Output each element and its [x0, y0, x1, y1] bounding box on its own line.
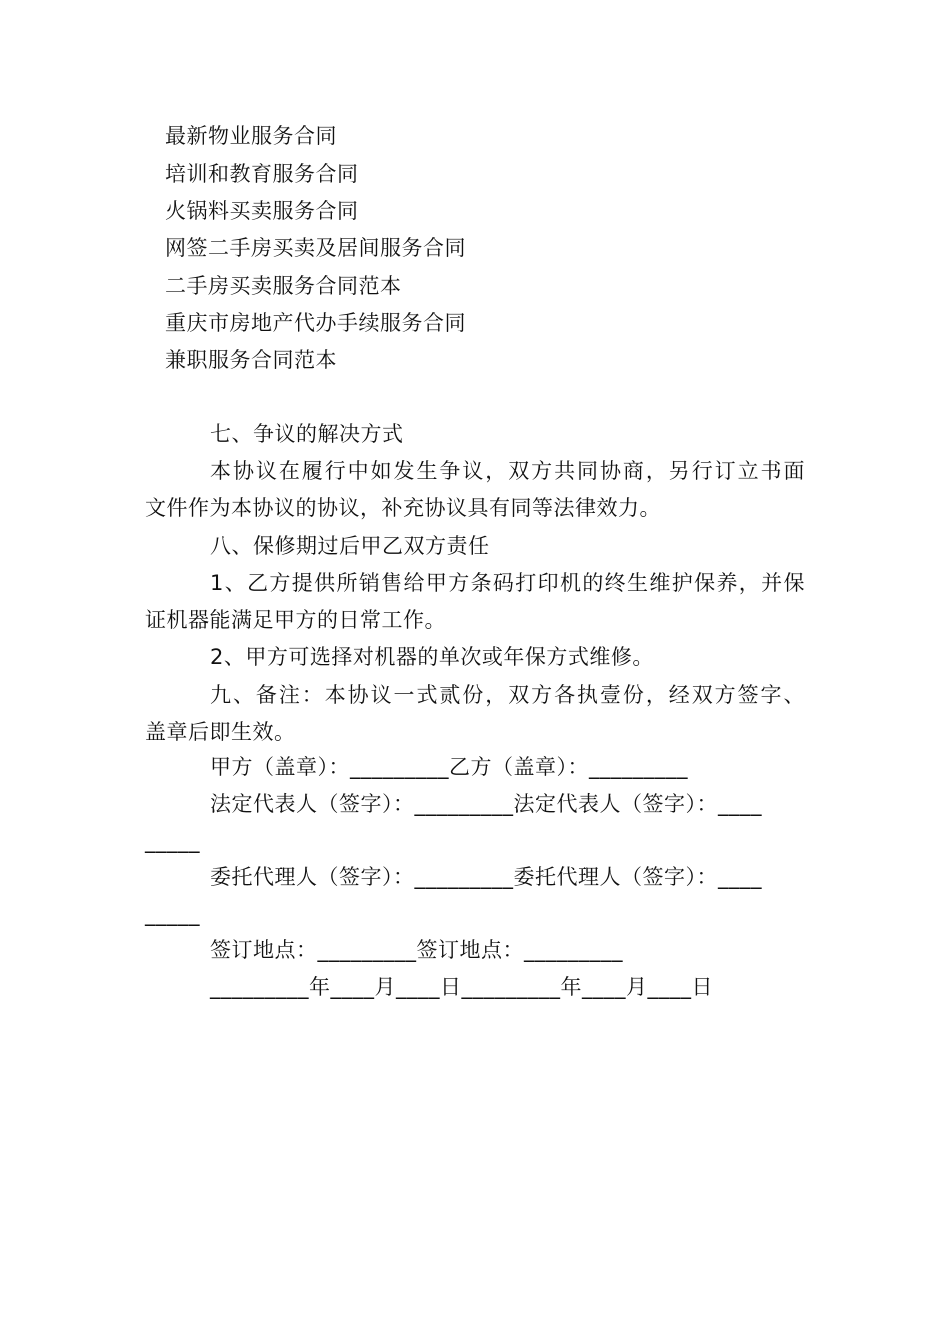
paragraph-line: 九、备注：本协议一式贰份，双方各执壹份，经双方签字、	[210, 683, 805, 707]
related-link[interactable]: 兼职服务合同范本	[165, 348, 337, 372]
signing-place-line: 签订地点：_________签订地点：_________	[210, 938, 623, 962]
legal-representative-line: _____	[145, 829, 200, 853]
seal-line: 甲方（盖章）：_________乙方（盖章）：_________	[210, 755, 688, 779]
related-link[interactable]: 二手房买卖服务合同范本	[165, 274, 402, 298]
paragraph-line: 2、甲方可选择对机器的单次或年保方式维修。	[210, 645, 654, 669]
related-link[interactable]: 重庆市房地产代办手续服务合同	[165, 311, 466, 335]
agent-line: _____	[145, 902, 200, 926]
related-link[interactable]: 网签二手房买卖及居间服务合同	[165, 236, 466, 260]
paragraph-line: 1、乙方提供所销售给甲方条码打印机的终生维护保养，并保	[210, 571, 805, 595]
agent-line: 委托代理人（签字）：_________委托代理人（签字）：____	[210, 865, 762, 889]
paragraph-line: 证机器能满足甲方的日常工作。	[145, 608, 446, 632]
related-link[interactable]: 火锅料买卖服务合同	[165, 199, 359, 223]
related-link[interactable]: 培训和教育服务合同	[165, 162, 359, 186]
signing-date-line: _________年____月____日_________年____月____日	[210, 975, 713, 999]
paragraph-line: 盖章后即生效。	[145, 720, 296, 744]
legal-representative-line: 法定代表人（签字）：_________法定代表人（签字）：____	[210, 792, 762, 816]
paragraph-line: 文件作为本协议的协议，补充协议具有同等法律效力。	[145, 496, 661, 520]
paragraph-line: 本协议在履行中如发生争议，双方共同协商，另行订立书面	[210, 459, 805, 483]
section-heading: 七、争议的解决方式	[210, 422, 404, 446]
section-heading: 八、保修期过后甲乙双方责任	[210, 534, 490, 558]
related-link[interactable]: 最新物业服务合同	[165, 124, 337, 148]
